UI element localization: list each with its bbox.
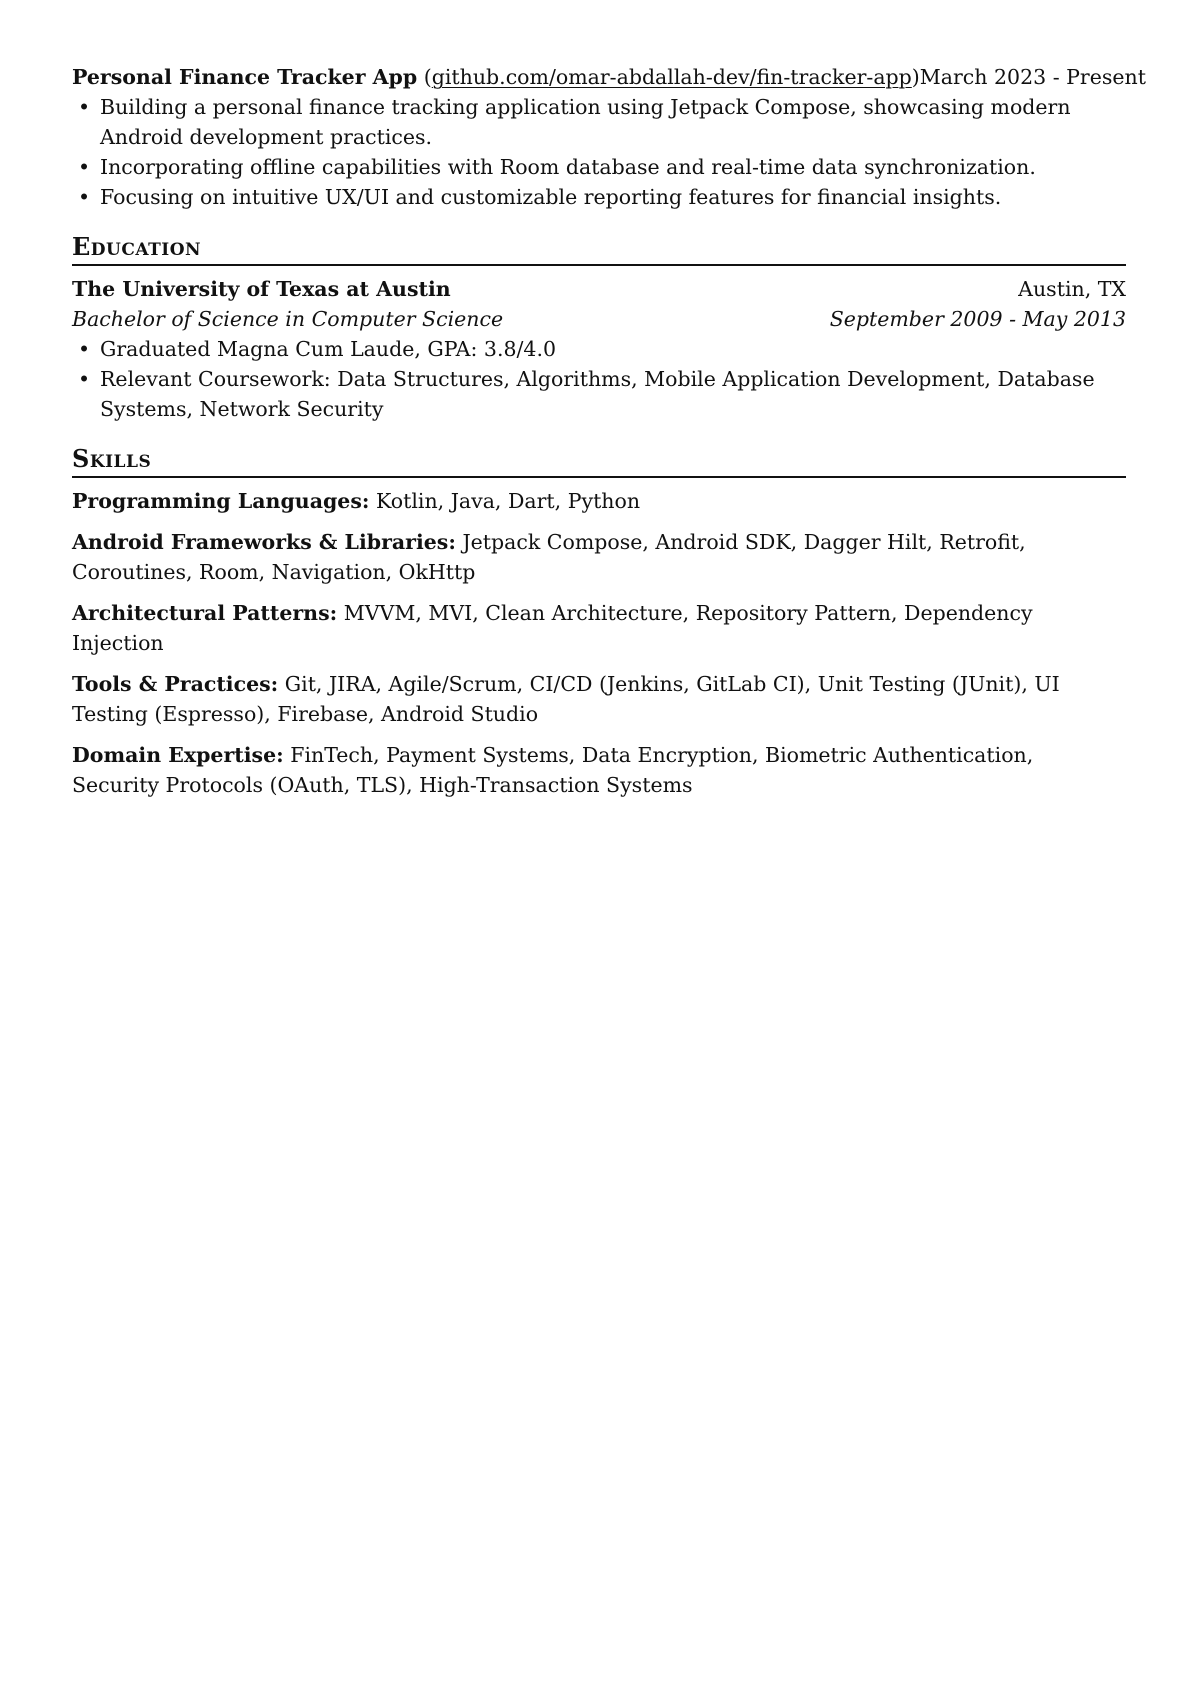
list-item: • Relevant Coursework: Data Structures, Algorithms, Mobile Application Development, Database Systems, Network Security <box>72 364 1126 424</box>
list-item: • Building a personal finance tracking application using Jetpack Compose, showcasing modern Android development practices. <box>72 92 1126 152</box>
school-name: The University of Texas at Austin <box>72 277 451 301</box>
education-bullets <box>72 334 1126 424</box>
project-dates: March 2023 - Present <box>919 65 1146 89</box>
skill-label: Android Frameworks & Libraries: <box>72 530 456 554</box>
project-link[interactable]: github.com/omar-abdallah-dev/fin-tracker-app <box>431 65 912 89</box>
skill-value: Git, JIRA, Agile/Scrum, CI/CD (Jenkins, GitLab CI), Unit Testing (JUnit), UI Testing (Espresso), Firebase, Android Studio <box>72 672 1060 726</box>
skills-heading: Skills <box>72 444 1126 478</box>
degree-row <box>72 304 1126 334</box>
list-item: • Incorporating offline capabilities with Room database and real-time data synchronization. <box>72 152 1126 182</box>
degree: Bachelor of Science in Computer Science <box>72 307 504 331</box>
skill-value: FinTech, Payment Systems, Data Encryption, Biometric Authentication, Security Protocols (OAuth, TLS), High-Transaction Systems <box>72 743 1034 797</box>
skill-architectural-patterns <box>72 598 1126 658</box>
link-open-paren: ( <box>417 65 432 89</box>
skill-value: Kotlin, Java, Dart, Python <box>376 489 641 513</box>
list-item: • Focusing on intuitive UX/UI and customizable reporting features for financial insights. <box>72 182 1126 212</box>
skill-label: Domain Expertise: <box>72 743 284 767</box>
link-close-paren: ) <box>911 65 920 89</box>
school-location: Austin, TX <box>1018 277 1126 301</box>
education-dates: September 2009 - May 2013 <box>829 307 1126 331</box>
skill-label: Architectural Patterns: <box>72 601 338 625</box>
project-bullets <box>72 92 1126 212</box>
skill-android-frameworks <box>72 527 1126 587</box>
education-header <box>72 274 1126 304</box>
skill-value: MVVM, MVI, Clean Architecture, Repository Pattern, Dependency Injection <box>72 601 1033 655</box>
list-item: • Graduated Magna Cum Laude, GPA: 3.8/4.0 <box>72 334 1126 364</box>
project-title-line <box>72 62 920 92</box>
education-heading: Education <box>72 232 1126 266</box>
project-header <box>72 62 1146 92</box>
skill-label: Tools & Practices: <box>72 672 279 696</box>
skill-domain-expertise <box>72 740 1126 800</box>
skill-label: Programming Languages: <box>72 489 370 513</box>
skill-tools-practices <box>72 669 1126 729</box>
skill-value: Jetpack Compose, Android SDK, Dagger Hilt, Retrofit, Coroutines, Room, Navigation, OkHttp <box>72 530 1026 584</box>
resume-page <box>72 62 1146 811</box>
project-title: Personal Finance Tracker App <box>72 65 418 89</box>
skill-programming-languages <box>72 486 1126 516</box>
